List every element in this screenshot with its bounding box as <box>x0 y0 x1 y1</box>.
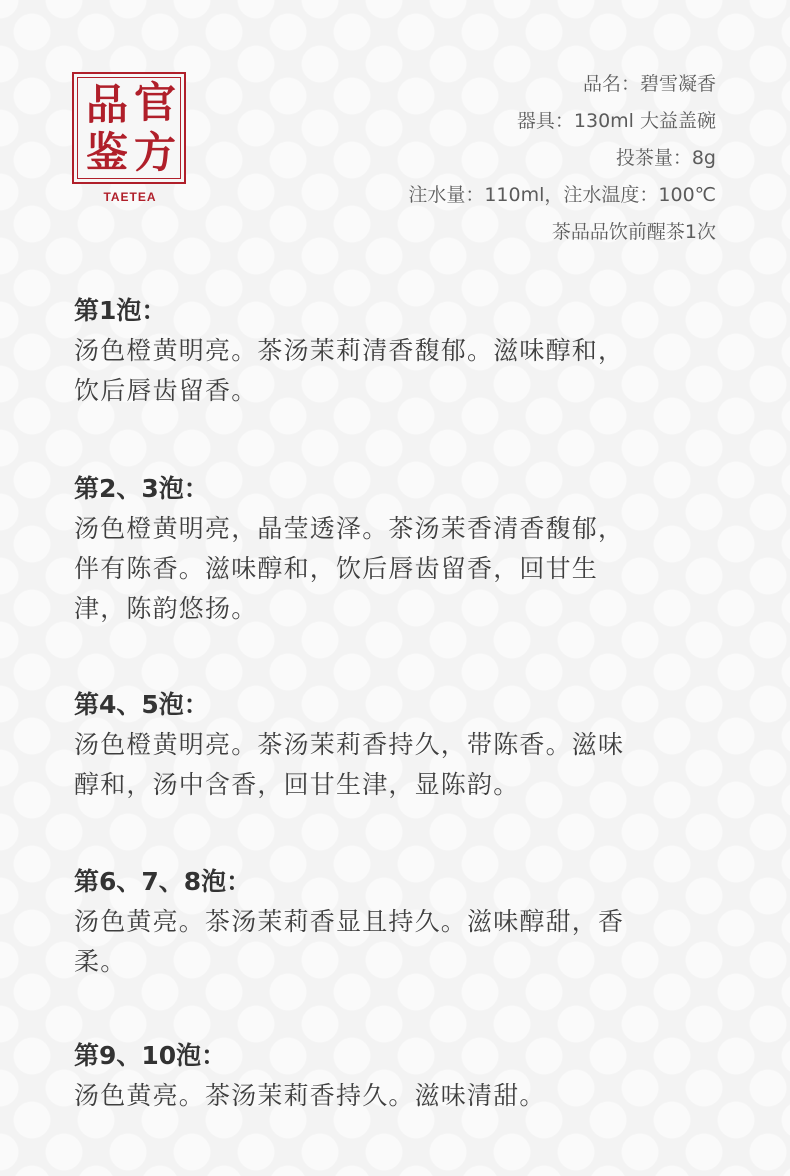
infusion-text-line: 汤色黄亮。茶汤茉莉香显且持久。滋味醇甜，香 <box>74 907 625 936</box>
tea-info-block <box>408 66 716 251</box>
infusion-text-line: 汤色橙黄明亮，晶莹透泽。茶汤茉香清香馥郁， <box>74 514 625 543</box>
infusion-text-line: 醇和，汤中含香，回甘生津，显陈韵。 <box>74 770 520 799</box>
infusion-title: 第6、7、8泡： <box>74 867 252 896</box>
infusion-title: 第2、3泡： <box>74 474 209 503</box>
infusion-title: 第1泡： <box>74 296 167 325</box>
infusion-section <box>74 469 724 629</box>
tea-amount: 投茶量：8g <box>615 147 716 169</box>
infusion-section <box>74 1036 724 1116</box>
brand-logo <box>72 72 188 212</box>
tea-name: 品名：碧雪凝香 <box>582 73 716 95</box>
infusion-section <box>74 291 724 411</box>
infusion-text-line: 汤色橙黄明亮。茶汤茉莉清香馥郁。滋味醇和， <box>74 336 625 365</box>
infusion-section <box>74 862 724 982</box>
logo-char: 方 <box>133 128 176 177</box>
logo-char: 鉴 <box>85 128 128 177</box>
logo-subtitle: TAETEA <box>103 190 157 204</box>
infusion-title: 第4、5泡： <box>74 690 209 719</box>
tea-water: 注水量：110ml，注水温度：100℃ <box>408 184 716 206</box>
logo-seal <box>72 72 186 184</box>
infusion-text-line: 柔。 <box>74 947 127 976</box>
tea-note: 茶品品饮前醒茶1次 <box>551 221 716 243</box>
tea-vessel: 器具：130ml 大益盖碗 <box>516 110 716 132</box>
infusion-title: 第9、10泡： <box>74 1041 227 1070</box>
logo-char: 官 <box>133 78 176 127</box>
infusion-text-line: 饮后唇齿留香。 <box>74 376 258 405</box>
infusion-text-line: 汤色黄亮。茶汤茉莉香持久。滋味清甜。 <box>74 1081 546 1110</box>
infusion-text-line: 伴有陈香。滋味醇和，饮后唇齿留香，回甘生 <box>74 554 599 583</box>
infusion-text-line: 汤色橙黄明亮。茶汤茉莉香持久，带陈香。滋味 <box>74 730 625 759</box>
infusion-text-line: 津，陈韵悠扬。 <box>74 594 258 623</box>
infusion-section <box>74 685 724 805</box>
logo-char: 品 <box>85 80 128 129</box>
